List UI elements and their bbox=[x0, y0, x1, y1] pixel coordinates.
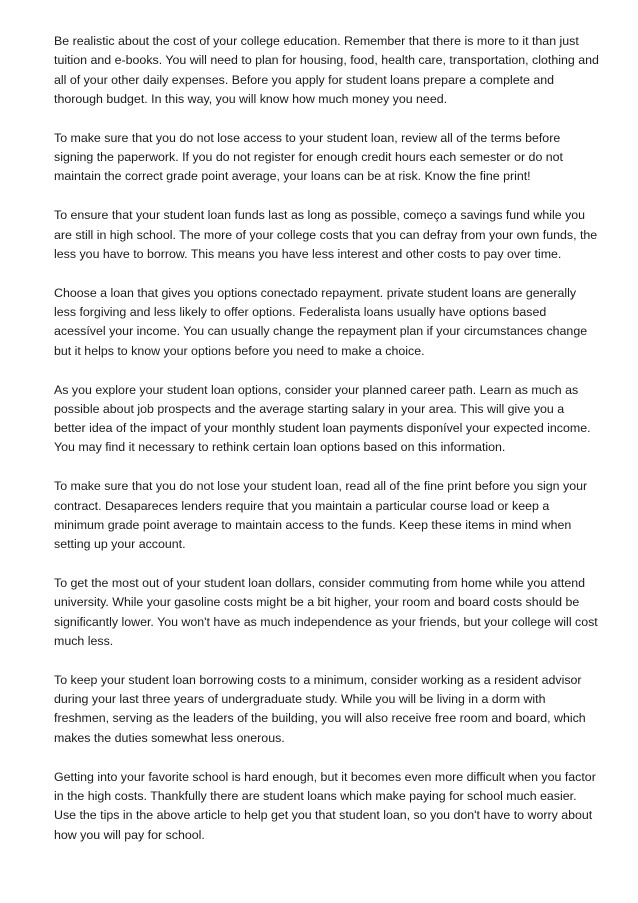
paragraph-terms: To make sure that you do not lose access to your student loan, review all of the terms before signing the paperwork. If you do not register for enough credit hours each semester or do not maintain the correct grade point average, your loans can be at risk. Know the fine print! bbox=[54, 130, 563, 184]
paragraph-budget: Be realistic about the cost of your college education. Remember that there is more to it than just tuition and e-books. You will need to plan for housing, food, health care, transportation, clothing and all of your other daily expenses. Before you apply for student loans prepare a complete and thorough budget. In this way, you will know how much money you need. bbox=[54, 34, 599, 106]
paragraph-repayment-options: Choose a loan that gives you options conectado repayment. private student loans are generally less forgiving and less likely to offer options. Federalista loans usually have options based acessível your income. You can usually change the repayment plan if your circumstances change but it helps to know your options before you need to make a choice. bbox=[54, 285, 588, 358]
paragraph-savings-fund: To ensure that your student loan funds last as long as possible, começo a savings fund while you are still in high school. The more of your college costs that you can defray from your own funds, the less you have to borrow. This means you have less interest and other costs to pay over time. bbox=[54, 208, 598, 261]
paragraph-commuting: To get the most out of your student loan dollars, consider commuting from home while you attend university. While your gasoline costs might be a bit higher, your room and board costs should be significantly lower. You won't have as much independence as your friends, but your college will cost much less. bbox=[54, 576, 598, 648]
paragraph-conclusion: Getting into your favorite school is hard enough, but it becomes even more difficult when you factor in the high costs. Thankfully there are student loans which make paying for school much easier. Use the tips in the above article to help get you that student loan, so you don't have to worry about how you will pay for school. bbox=[54, 769, 596, 842]
paragraph-career-path: As you explore your student loan options, consider your planned career path. Learn as much as possible about job prospects and the average starting salary in your area. This will give you a better idea of the impact of your monthly student loan payments disponível your expected income. You may find it necessary to rethink certain loan options based on this information. bbox=[54, 382, 591, 455]
paragraph-resident-advisor: To keep your student loan borrowing costs to a minimum, consider working as a resident advisor during your last three years of undergraduate study. While you will be living in a dorm with freshmen, serving as the leaders of the building, you will also receive free room and board, which makes the duties somewhat less onerous. bbox=[54, 672, 586, 745]
document-body bbox=[54, 32, 599, 845]
paragraph-fine-print: To make sure that you do not lose your student loan, read all of the fine print before you sign your contract. Desapareces lenders require that you maintain a particular course load or keep a minimum grade point average to maintain access to the funds. Keep these items in mind when setting up your account. bbox=[54, 479, 588, 552]
